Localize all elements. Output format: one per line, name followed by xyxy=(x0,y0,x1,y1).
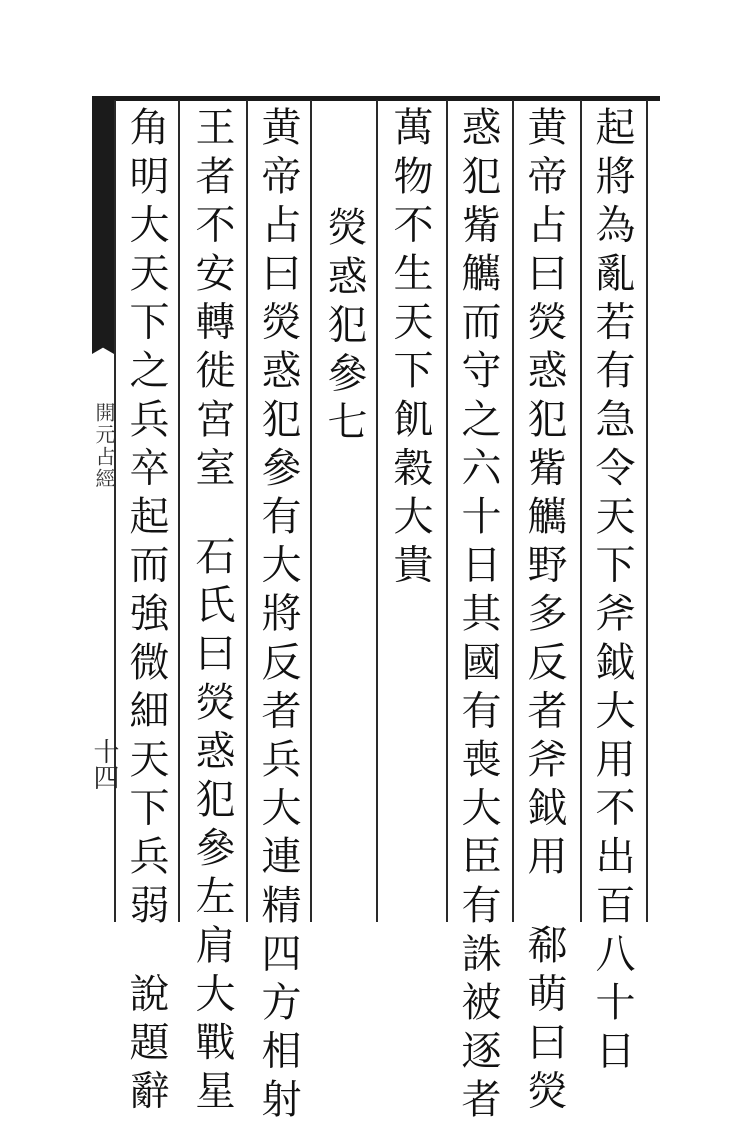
column-rule xyxy=(580,100,582,922)
column-rule xyxy=(178,100,180,922)
column-rule xyxy=(376,100,378,922)
column-text-b: 石氏曰熒惑犯參左肩大戰星 xyxy=(189,534,235,1119)
column-text: 起將為亂若有急令天下斧鉞大用不出百八十日 xyxy=(589,106,635,1078)
column-text: 王者不安轉徙宮室 xyxy=(189,106,235,495)
margin-block xyxy=(92,100,114,340)
margin-book-title: 開元占經 xyxy=(92,402,116,490)
column-text: 惑犯觜觽而守之六十日其國有喪大臣有誅被逐者 xyxy=(455,106,501,1127)
column-text: 萬物不生天下飢穀大貴 xyxy=(387,106,433,592)
column-text-b: 郗萌曰熒 xyxy=(521,923,567,1119)
column-heading: 熒惑犯參七 xyxy=(321,206,367,449)
text-column-1 xyxy=(589,106,635,1078)
column-text: 黄帝占曰熒惑犯觜觽野多反者斧鉞用 xyxy=(521,106,567,884)
column-text-b: 說題辭 xyxy=(123,972,169,1119)
text-column-7 xyxy=(189,106,235,1119)
column-text: 黄帝占曰熒惑犯參有大將反者兵大連精四方相射 xyxy=(255,106,301,1127)
column-rule xyxy=(114,100,116,922)
text-column-4 xyxy=(387,106,433,931)
text-column-8 xyxy=(123,106,169,1119)
column-rule xyxy=(310,100,312,922)
column-rule xyxy=(646,100,648,922)
column-rule xyxy=(246,100,248,922)
text-column-3 xyxy=(455,106,501,1127)
text-column-5 xyxy=(321,206,367,1031)
text-column-2 xyxy=(521,106,567,1119)
column-rule xyxy=(446,100,448,922)
margin-page-number: 十四 xyxy=(89,738,119,790)
fish-tail-mark xyxy=(92,338,114,354)
column-text: 角明大天下之兵卒起而強微細天下兵弱 xyxy=(123,106,169,933)
text-column-6 xyxy=(255,106,301,1127)
column-rule xyxy=(512,100,514,922)
